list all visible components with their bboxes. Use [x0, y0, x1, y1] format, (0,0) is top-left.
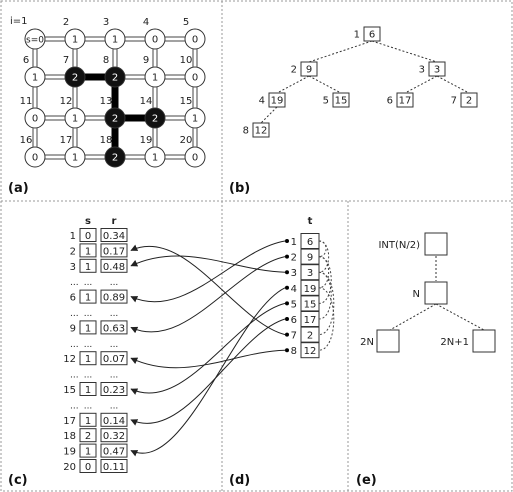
- grid-node: [143, 17, 165, 49]
- tree-edge: [436, 304, 484, 330]
- panel-label-c: (c): [8, 473, 28, 488]
- ellipsis-row: [70, 371, 118, 381]
- node-index: 7: [62, 55, 70, 66]
- t-value: 19: [303, 283, 317, 295]
- heap-index: 4: [290, 283, 297, 295]
- tree-node-value: 15: [334, 95, 348, 107]
- tree-node-index: 6: [386, 95, 393, 107]
- right-child-node: [473, 330, 495, 352]
- node-value: 0: [31, 152, 39, 164]
- ellipsis-row: [70, 401, 118, 411]
- heap-row: [285, 343, 319, 358]
- grid-node: [180, 96, 205, 128]
- table-row: [70, 290, 127, 304]
- node-value: 1: [71, 113, 79, 125]
- ellipsis: ...: [83, 401, 93, 412]
- node-value: 0: [191, 152, 199, 164]
- left-child-label: 2N: [360, 337, 374, 348]
- column-header-s: s: [85, 216, 91, 227]
- column-header-r: r: [111, 216, 117, 227]
- ellipsis: ...: [70, 339, 79, 350]
- corner-label: i=1: [10, 16, 28, 27]
- heap-index: 1: [290, 237, 297, 248]
- tree-node-index: 4: [258, 95, 265, 107]
- s-value: 1: [84, 323, 92, 335]
- panel-label-e: (e): [356, 473, 377, 488]
- tree-nodes: [243, 27, 477, 137]
- node-index: 5: [182, 17, 190, 28]
- ellipsis: ...: [83, 278, 93, 289]
- heap-index: 7: [290, 330, 297, 342]
- row-index: 9: [69, 323, 76, 335]
- panel-c-state-table: [8, 216, 127, 488]
- node-index: 18: [99, 135, 113, 146]
- tree-edge: [277, 76, 309, 93]
- heap-index: 2: [290, 252, 297, 264]
- node-value: 1: [71, 34, 79, 46]
- node-label: N: [412, 289, 420, 300]
- panel-b-heap-tree: [229, 27, 477, 196]
- grid-node: [63, 17, 85, 49]
- heap-row: [285, 265, 319, 280]
- node-value: 2: [111, 72, 119, 84]
- t-value: 6: [306, 237, 314, 248]
- heap-row: [285, 234, 319, 249]
- table-row: [63, 429, 127, 443]
- s-value: 1: [84, 415, 92, 427]
- node-value: 2: [111, 152, 119, 164]
- r-value: 0.14: [102, 415, 126, 427]
- grid-node: [25, 29, 45, 49]
- grid-node: [60, 135, 85, 167]
- s-value: 2: [84, 431, 92, 443]
- pointer-dot: [285, 270, 289, 274]
- tree-node-index: 5: [322, 95, 329, 107]
- right-child-label: 2N+1: [440, 337, 469, 348]
- t-value: 2: [306, 330, 314, 342]
- pointer-dot: [285, 348, 289, 352]
- heap-index: 8: [290, 346, 297, 358]
- panel-a-grid-graph: [8, 16, 205, 196]
- node-index: 4: [142, 17, 150, 28]
- grid-node: [60, 96, 85, 128]
- table-row: [70, 321, 127, 335]
- tree-node-index: 1: [353, 29, 360, 41]
- node-value: 0: [31, 113, 39, 125]
- heap-row: [285, 249, 319, 264]
- t-value: 15: [303, 299, 317, 311]
- node-index: 20: [179, 135, 193, 146]
- table-row: [63, 352, 127, 366]
- tree-node: [291, 62, 317, 76]
- index-arrow: [131, 257, 285, 332]
- node-index: 2: [62, 17, 70, 28]
- grid-node: [100, 135, 125, 167]
- ellipsis: ...: [70, 370, 79, 381]
- grid-node: [143, 55, 165, 87]
- tree-node: [419, 62, 445, 76]
- index-arrow: [131, 319, 285, 423]
- t-value: 9: [306, 252, 314, 264]
- node-value: 1: [151, 72, 159, 84]
- node-value: 0: [191, 34, 199, 46]
- index-arrow: [131, 303, 285, 393]
- node-value: 1: [111, 34, 119, 46]
- tree-edge: [261, 107, 277, 123]
- current-node: [425, 282, 447, 304]
- s-value: 1: [84, 246, 92, 258]
- t-value: 3: [306, 268, 314, 280]
- tree-node-value: 2: [465, 95, 473, 107]
- grid-node: [140, 96, 165, 128]
- node-index: 13: [99, 96, 113, 107]
- row-index: 15: [63, 385, 76, 396]
- r-value: 0.47: [102, 446, 126, 458]
- table-row: [63, 383, 127, 397]
- row-index: 6: [69, 292, 76, 304]
- pointer-dot: [285, 317, 289, 321]
- ellipsis: ...: [109, 339, 119, 350]
- grid-node: [103, 17, 125, 49]
- heap-row: [285, 327, 319, 342]
- r-value: 0.34: [102, 231, 126, 242]
- left-child-node: [377, 330, 399, 352]
- column-header-t: t: [307, 216, 313, 227]
- heap-rows: [285, 234, 334, 358]
- table-row: [70, 244, 127, 258]
- ellipsis: ...: [109, 278, 119, 289]
- grid-node: [140, 135, 165, 167]
- pointer-dot: [285, 286, 289, 290]
- heap-index: 3: [290, 268, 297, 280]
- s-value: 1: [84, 354, 92, 366]
- row-index: 1: [69, 231, 76, 242]
- pointer-dot: [285, 301, 289, 305]
- heap-link: [319, 241, 326, 257]
- node-index: 8: [102, 55, 110, 66]
- tree-node-value: 12: [254, 125, 268, 137]
- s-value: 1: [84, 446, 92, 458]
- heap-row: [285, 296, 319, 311]
- index-arrows: [131, 241, 285, 453]
- heap-index: 5: [290, 299, 297, 311]
- grid-node: [180, 135, 205, 167]
- row-index: 12: [63, 354, 76, 366]
- row-index: 19: [63, 446, 76, 458]
- node-value: 0: [191, 72, 199, 84]
- heap-row: [285, 312, 319, 327]
- panel-label-a: (a): [8, 181, 29, 196]
- tree-node-value: 3: [433, 64, 441, 76]
- ellipsis: ...: [70, 401, 79, 412]
- state-rows: [63, 229, 127, 474]
- panel-label-d: (d): [229, 473, 251, 488]
- s-value: 1: [84, 385, 92, 396]
- node-index: 10: [179, 55, 193, 66]
- tree-node-index: 8: [242, 125, 249, 137]
- t-value: 12: [303, 346, 317, 358]
- row-index: 3: [69, 261, 76, 273]
- grid-node: [100, 96, 125, 128]
- panel-d-heap-array: [229, 216, 334, 488]
- tree-node-index: 7: [450, 95, 457, 107]
- node-value: 0: [151, 34, 159, 46]
- node-value: 1: [151, 152, 159, 164]
- panel-label-b: (b): [229, 181, 251, 196]
- node-index: 17: [59, 135, 73, 146]
- tree-node: [387, 93, 413, 107]
- s-value: 1: [84, 292, 92, 304]
- ellipsis-row: [70, 278, 118, 288]
- node-value: 2: [71, 72, 79, 84]
- tree-edges: [258, 41, 469, 123]
- r-value: 0.23: [102, 385, 126, 396]
- grid-node: [180, 55, 205, 87]
- tree-edge: [309, 76, 341, 93]
- ellipsis-row: [70, 340, 118, 350]
- table-row: [70, 229, 127, 243]
- pointer-dot: [285, 333, 289, 337]
- grid-node: [23, 55, 45, 87]
- r-value: 0.07: [102, 354, 126, 366]
- node-value: 2: [151, 113, 159, 125]
- tree-node: [354, 27, 380, 41]
- index-arrow: [131, 256, 285, 272]
- r-value: 0.48: [102, 261, 126, 273]
- node-index: 19: [139, 135, 153, 146]
- node-value: 2: [111, 113, 119, 125]
- parent-node: [425, 233, 447, 255]
- pointer-dot: [285, 239, 289, 243]
- node-index: 12: [59, 96, 73, 107]
- tree-edge: [437, 76, 469, 93]
- tree-node-value: 6: [368, 29, 376, 41]
- row-index: 20: [63, 462, 76, 473]
- grid-node: [20, 96, 45, 128]
- tree-node: [323, 93, 349, 107]
- index-arrow: [131, 350, 285, 368]
- ellipsis-row: [70, 309, 118, 319]
- tree-node-index: 2: [290, 64, 297, 76]
- table-row: [63, 413, 127, 427]
- tree-node-value: 9: [305, 64, 313, 76]
- node-index: 3: [102, 17, 110, 28]
- grid-node: [63, 55, 85, 87]
- ellipsis: ...: [109, 370, 119, 381]
- ellipsis: ...: [109, 401, 119, 412]
- node-value: 1: [71, 152, 79, 164]
- tree-edge: [405, 76, 437, 93]
- heap-row: [285, 280, 319, 295]
- s-value: 0: [84, 231, 92, 242]
- tree-edge: [390, 304, 436, 330]
- tree-edge: [309, 41, 372, 62]
- ellipsis: ...: [109, 309, 119, 319]
- ellipsis: ...: [83, 339, 93, 350]
- node-value: s=0: [26, 35, 44, 46]
- t-value: 17: [303, 315, 317, 326]
- index-arrow: [131, 288, 285, 453]
- ellipsis: ...: [83, 370, 93, 381]
- table-row: [70, 259, 127, 273]
- tree-node-index: 3: [418, 64, 425, 76]
- row-index: 2: [69, 246, 76, 258]
- node-index: 15: [179, 96, 193, 107]
- index-arrow: [131, 241, 285, 302]
- grid-node: [20, 135, 45, 167]
- r-value: 0.11: [102, 462, 126, 473]
- s-value: 0: [84, 462, 92, 473]
- r-value: 0.63: [102, 323, 126, 335]
- tree-node: [243, 123, 269, 137]
- node-index: 6: [22, 55, 30, 66]
- table-row: [63, 460, 127, 474]
- node-index: 11: [19, 96, 33, 107]
- node-index: 16: [19, 135, 33, 146]
- r-value: 0.89: [102, 292, 126, 304]
- r-value: 0.17: [102, 246, 126, 258]
- tree-node: [259, 93, 285, 107]
- s-value: 1: [84, 261, 92, 273]
- row-index: 17: [63, 415, 76, 427]
- tree-node-value: 19: [270, 95, 284, 107]
- tree-node: [451, 93, 477, 107]
- parent-label: INT(N/2): [378, 240, 420, 251]
- panel-e-heap-indexing: [356, 233, 495, 488]
- grid-node: [183, 17, 205, 49]
- node-value: 1: [31, 72, 39, 84]
- ellipsis: ...: [70, 309, 79, 319]
- tree-edge: [372, 41, 437, 62]
- r-value: 0.32: [102, 431, 126, 443]
- pointer-dot: [285, 255, 289, 259]
- ellipsis: ...: [70, 278, 79, 289]
- node-value: 1: [191, 113, 199, 125]
- node-index: 9: [142, 55, 150, 66]
- grid-node: [103, 55, 125, 87]
- heap-index: 6: [290, 315, 297, 326]
- node-index: 14: [139, 96, 153, 107]
- table-row: [63, 444, 127, 458]
- row-index: 18: [63, 431, 76, 443]
- tree-node-value: 17: [398, 95, 412, 107]
- ellipsis: ...: [83, 309, 93, 319]
